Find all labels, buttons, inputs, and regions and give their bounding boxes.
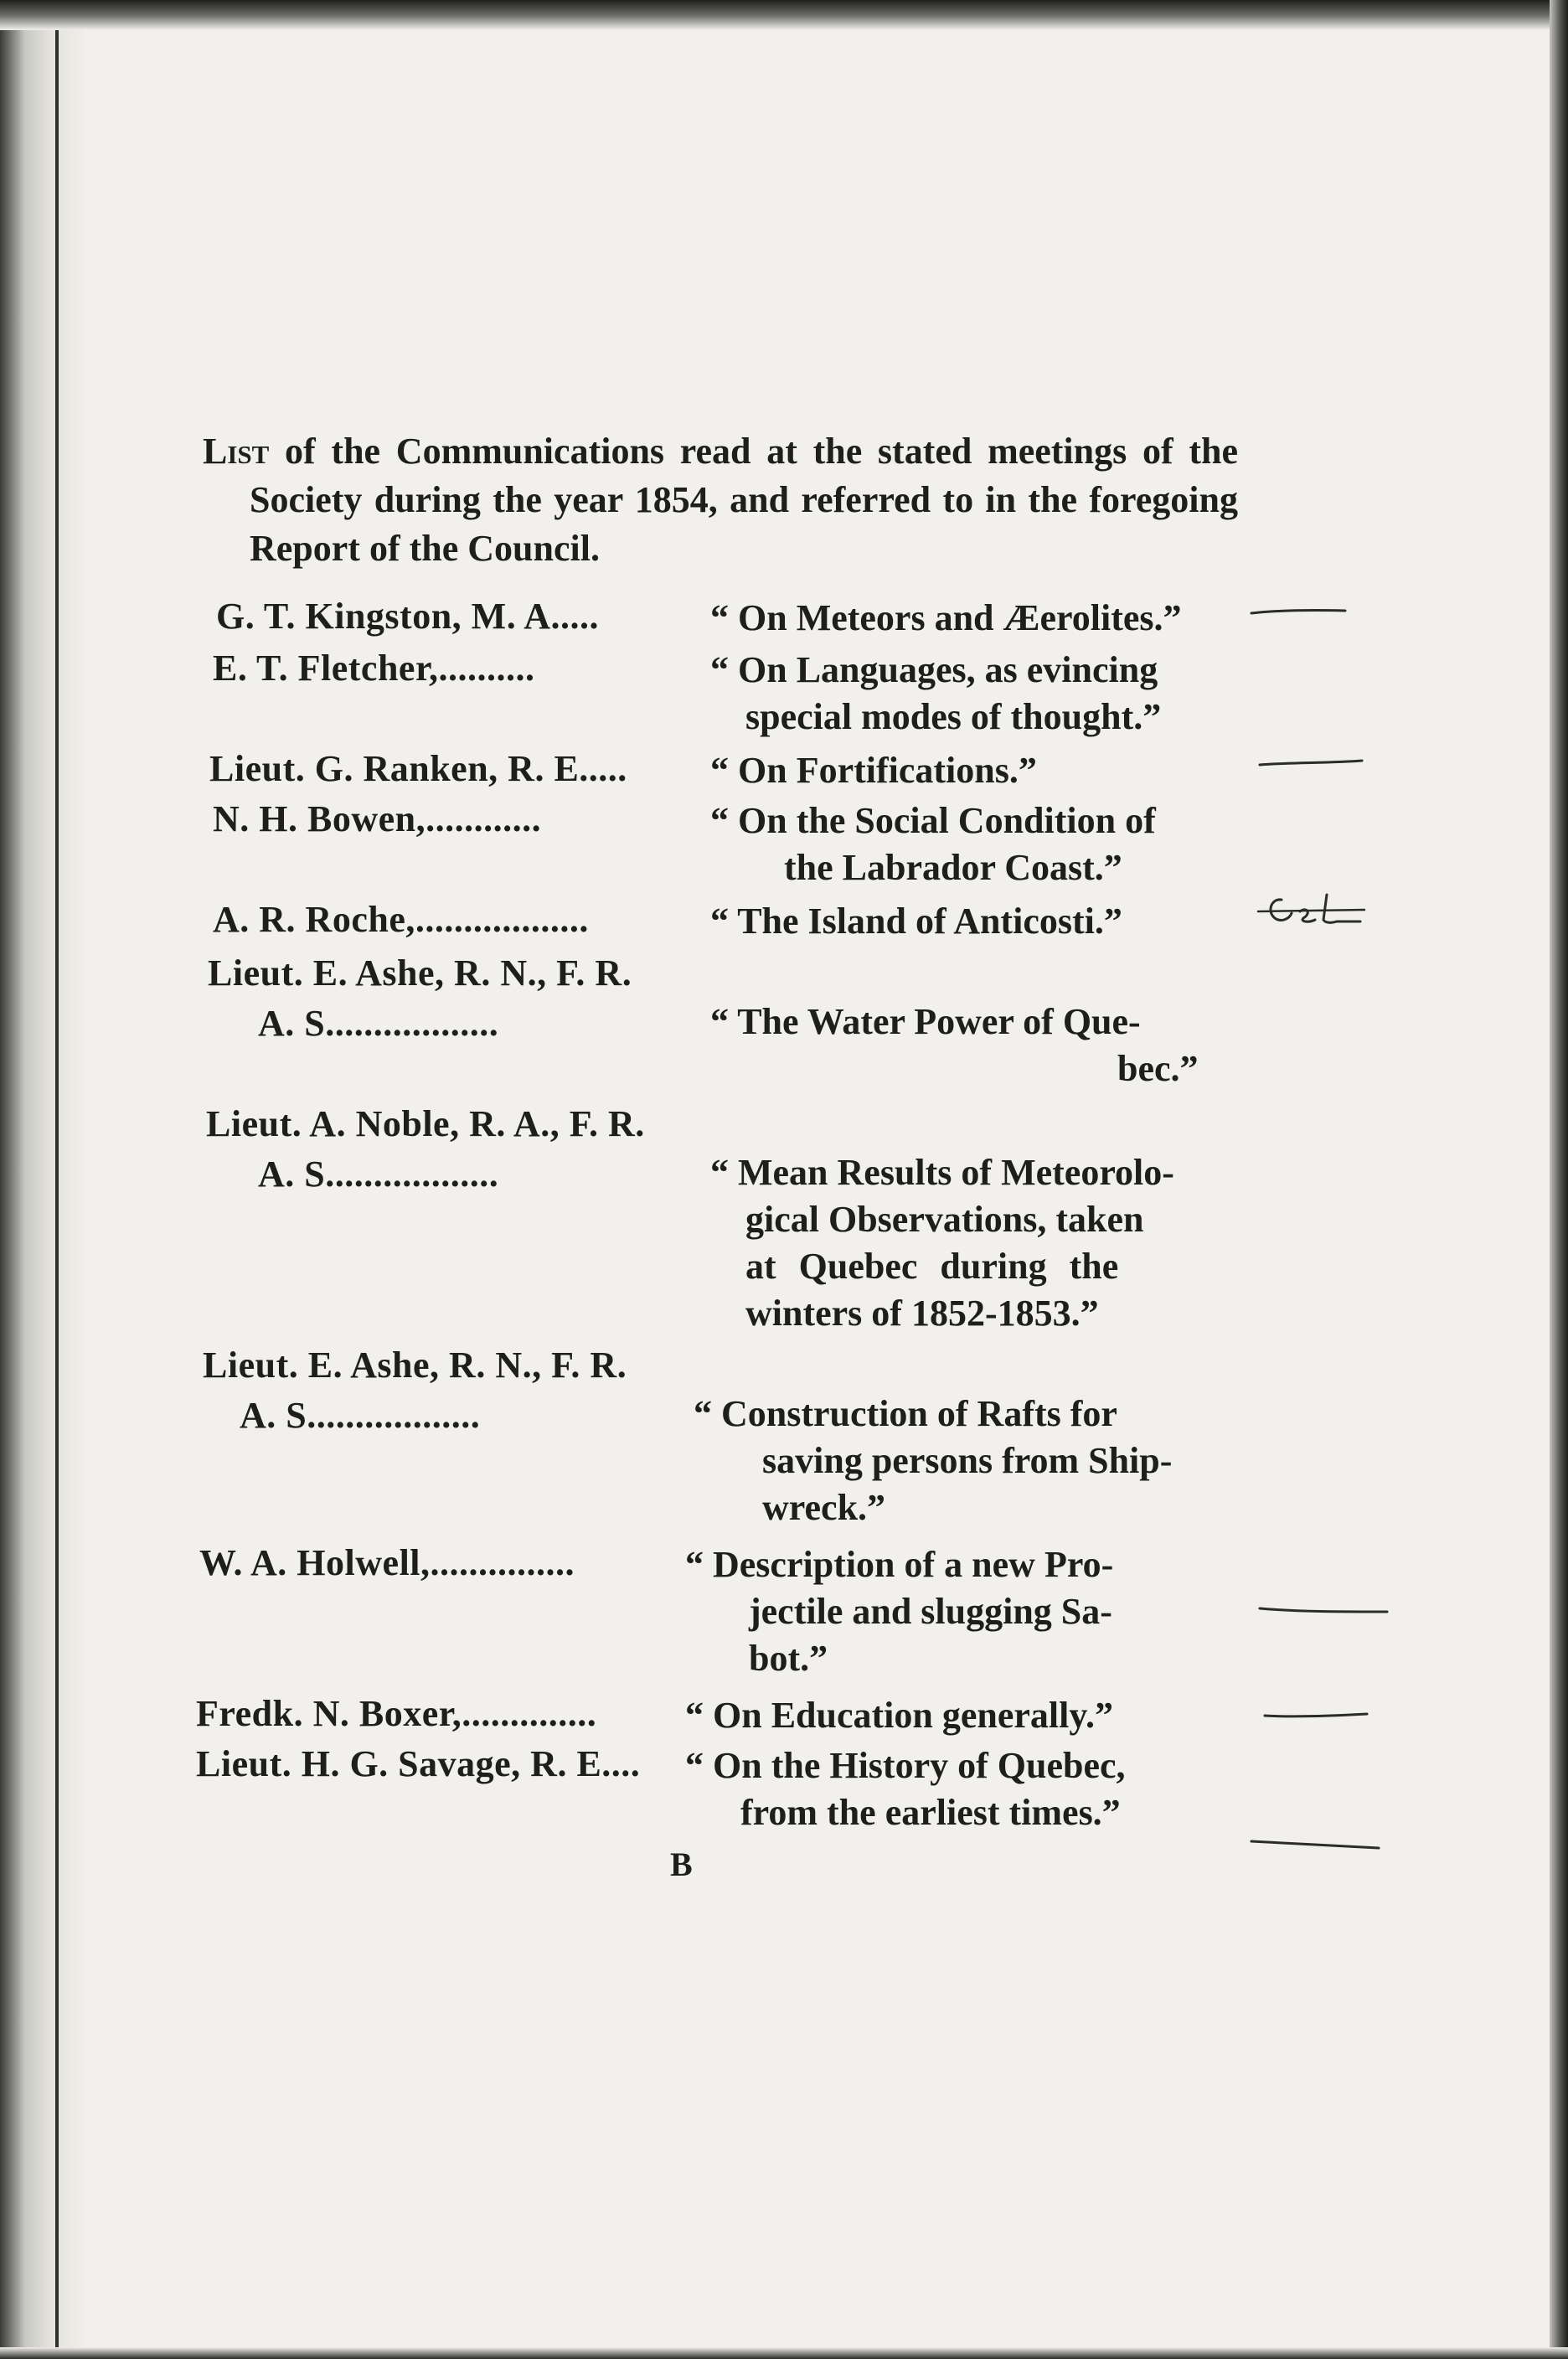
entry-title-line: “ On the Social Condition of [710,800,1156,841]
handwritten-note-icon [1256,888,1365,938]
binding-gutter [0,0,84,2359]
entry-title [710,999,1199,1092]
entry-title-line: “ On Meteors and Æerolites.” [710,597,1182,638]
entry-title-line: “ Mean Results of Meteorolo- [710,1152,1174,1193]
entry-title-line: bot.” [749,1638,828,1679]
entry-title-line: saving persons from Ship- [762,1440,1173,1481]
entry-title-line: the Labrador Coast.” [784,847,1122,888]
entry-title [685,1541,1113,1682]
page-right-edge [1550,0,1568,2359]
entry-author-line: A. S.................. [240,1395,481,1436]
page-top-edge [0,0,1568,30]
entry-author-line: Lieut. E. Ashe, R. N., F. R. [203,1345,627,1386]
entry-author: E. T. Fletcher,.......... [213,648,535,689]
entry-title [685,1692,1113,1739]
entry-author-line: A. S.................. [258,1154,499,1195]
pencil-mark-icon [1248,1835,1382,1855]
entry-title-line: jectile and slugging Sa- [749,1591,1112,1632]
entry-author-line: Lieut. A. Noble, R. A., F. R. [206,1103,645,1144]
entry-title-line: winters of 1852-1853.” [745,1293,1099,1334]
entry-title-line: “ Description of a new Pro- [685,1544,1114,1585]
list-heading [203,427,1238,573]
entry-title [710,595,1182,642]
entry-author-line: A. S.................. [258,1003,499,1044]
entry-title [710,647,1161,741]
entry-author: Lieut. G. Ranken, R. E..... [209,748,627,789]
entry-title-line: gical Observations, taken [745,1199,1144,1240]
pencil-mark-icon [1256,1600,1390,1620]
entry-title-line: “ Construction of Rafts for [694,1393,1117,1434]
entry-title [710,898,1122,945]
entry-title-line: “ On Education generally.” [685,1695,1113,1736]
entry-author: W. A. Holwell,............... [199,1542,575,1583]
entry-title-line: “ On Languages, as evincing [710,649,1158,690]
entry-title [710,1149,1174,1337]
entry-title-line: special modes of thought.” [745,696,1162,737]
entry-author: G. T. Kingston, M. A..... [216,596,600,637]
entry-author [206,1099,645,1200]
entry-title-line: “ On Fortifications.” [710,750,1037,791]
entry-title-line: from the earliest times.” [740,1792,1121,1833]
entry-author: N. H. Bowen,............ [213,798,542,839]
entry-author: Lieut. H. G. Savage, R. E.... [196,1743,641,1784]
pencil-mark-icon [1248,603,1349,620]
pencil-mark-icon [1256,754,1365,771]
entry-title [685,1742,1126,1836]
entry-title [710,798,1156,891]
entry-title-line: wreck.” [762,1487,886,1528]
entry-author: A. R. Roche,.................. [213,899,589,940]
entry-title [710,747,1037,794]
heading-lead-word: List [203,431,270,472]
entry-title-line: at Quebec during the [745,1246,1119,1287]
entry-author: Fredk. N. Boxer,.............. [196,1693,597,1734]
entry-author-line: Lieut. E. Ashe, R. N., F. R. [208,952,632,994]
entry-title-line: “ The Water Power of Que- [710,1001,1141,1042]
heading-text: of the Communications read at the stated meetings of the Society during the year 1854, and referred to in the foregoing Report of the Council. [250,431,1238,569]
page-bottom-edge [0,2347,1568,2359]
binding-line [55,0,59,2359]
signature-mark: B [670,1845,693,1883]
entry-title-line: “ On the History of Quebec, [685,1745,1126,1786]
pencil-mark-icon [1261,1707,1370,1724]
entry-title [694,1391,1172,1531]
entry-title-line: “ The Island of Anticosti.” [710,901,1122,942]
entry-author [208,948,632,1049]
entry-title-line: bec.” [1117,1048,1199,1089]
entry-author [203,1340,627,1441]
